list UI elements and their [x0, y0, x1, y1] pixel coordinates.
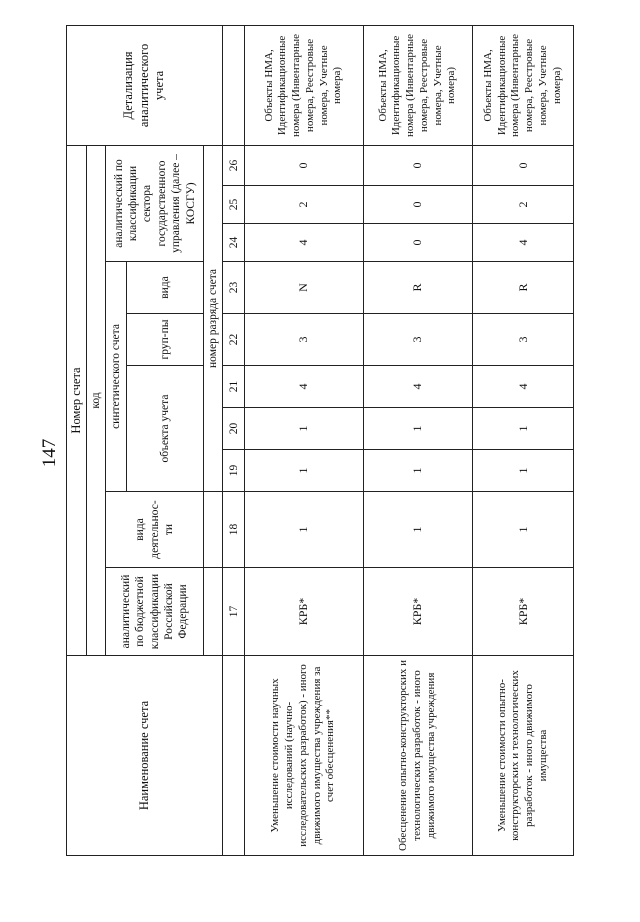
row-digit-25: 0	[363, 186, 473, 224]
row-detail: Объекты НМА, Идентификационные номера (Инвентарные номера, Реестровые номера, Учетные номера)	[363, 25, 473, 145]
row-digit-20: 1	[363, 408, 473, 450]
row-digit-26: 0	[473, 145, 574, 185]
row-digit-19: 1	[245, 450, 363, 492]
row-digit-21: 4	[473, 366, 574, 408]
header-detail: Детализация аналитического учета	[67, 25, 223, 145]
row-digit-23: R	[363, 262, 473, 314]
header-activity: вида деятельнос-ти	[106, 492, 204, 568]
row-digit-24: 4	[245, 224, 363, 262]
table-row	[245, 25, 363, 855]
row-digit-24: 0	[363, 224, 473, 262]
header-kosgu: аналитический по классификации сектора государственного управления (далее – КОСГУ)	[106, 145, 204, 261]
colnum-22: 22	[223, 314, 245, 366]
row-account-name: Обесценение опытно-конструкторских и технологических разработок - иного движимого имущества учреждения	[363, 656, 473, 856]
colnum-21: 21	[223, 366, 245, 408]
colnum-19: 19	[223, 450, 245, 492]
row-activity: 1	[363, 492, 473, 568]
header-kind: вида	[127, 262, 204, 314]
row-kbk: КРБ*	[473, 568, 574, 656]
page-number: 147	[39, 438, 60, 468]
header-synthetic: синтетического счета	[106, 262, 127, 492]
row-digit-23: R	[473, 262, 574, 314]
colnum-20: 20	[223, 408, 245, 450]
row-digit-26: 0	[363, 145, 473, 185]
header-group: груп-пы	[127, 314, 204, 366]
row-digit-25: 2	[245, 186, 363, 224]
colnum-25: 25	[223, 186, 245, 224]
header-blank-kbk	[204, 568, 223, 656]
row-account-name: Уменьшение стоимости научных исследований (научно-исследовательских разработок) - иного движимого имущества учреждения за счет обесценения**	[245, 656, 363, 856]
row-digit-22: 3	[245, 314, 363, 366]
row-digit-23: N	[245, 262, 363, 314]
table-row	[363, 25, 473, 855]
row-digit-26: 0	[245, 145, 363, 185]
accounts-table	[66, 25, 574, 856]
row-kbk: КРБ*	[245, 568, 363, 656]
colnum-blank-name	[223, 656, 245, 856]
header-account-name: Наименование счета	[67, 656, 223, 856]
header-blank-activity	[204, 492, 223, 568]
row-digit-19: 1	[363, 450, 473, 492]
colnum-26: 26	[223, 145, 245, 185]
rotated-table-container	[66, 26, 574, 856]
row-digit-21: 4	[245, 366, 363, 408]
table-row	[473, 25, 574, 855]
header-object: объекта учета	[127, 366, 204, 492]
row-activity: 1	[473, 492, 574, 568]
row-detail: Объекты НМА, Идентификационные номера (Инвентарные номера, Реестровые номера, Учетные номера)	[245, 25, 363, 145]
row-digit-25: 2	[473, 186, 574, 224]
row-digit-20: 1	[245, 408, 363, 450]
row-activity: 1	[245, 492, 363, 568]
row-account-name: Уменьшение стоимости опытно-конструкторских и технологических разработок - иного движимого имущества	[473, 656, 574, 856]
row-kbk: КРБ*	[363, 568, 473, 656]
colnum-blank-detail	[223, 25, 245, 145]
colnum-24: 24	[223, 224, 245, 262]
colnum-17: 17	[223, 568, 245, 656]
colnum-23: 23	[223, 262, 245, 314]
row-digit-19: 1	[473, 450, 574, 492]
row-digit-20: 1	[473, 408, 574, 450]
colnum-18: 18	[223, 492, 245, 568]
header-kbk: аналитический по бюджетной классификации Российской Федерации	[106, 568, 204, 656]
row-digit-22: 3	[363, 314, 473, 366]
row-digit-22: 3	[473, 314, 574, 366]
row-digit-24: 4	[473, 224, 574, 262]
row-digit-21: 4	[363, 366, 473, 408]
header-digit-number: номер разряда счета	[204, 145, 223, 491]
header-account-number: Номер счета	[67, 145, 87, 655]
header-code: код	[87, 145, 106, 655]
row-detail: Объекты НМА, Идентификационные номера (Инвентарные номера, Реестровые номера, Учетные номера)	[473, 25, 574, 145]
